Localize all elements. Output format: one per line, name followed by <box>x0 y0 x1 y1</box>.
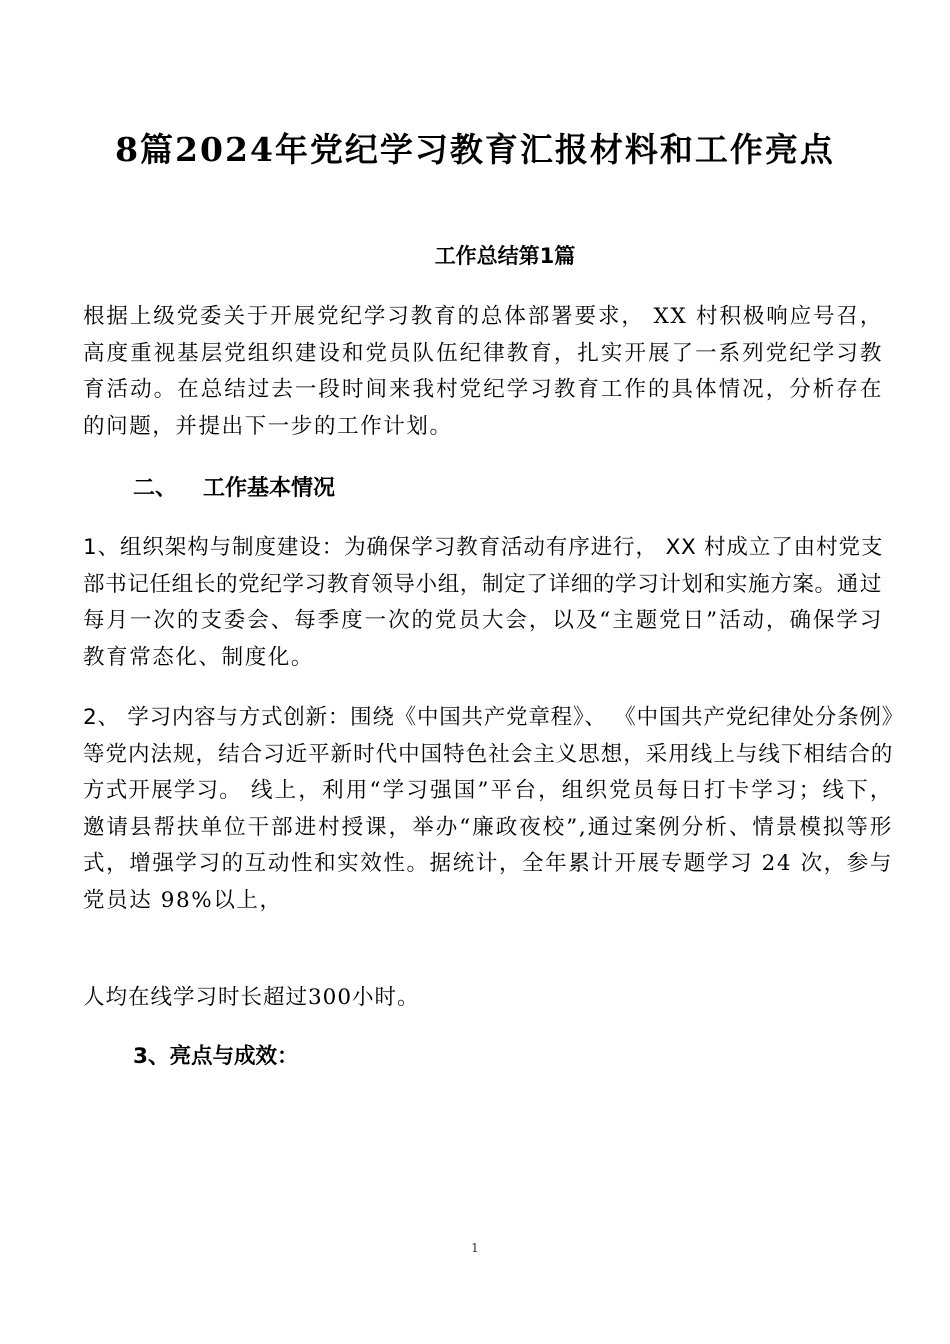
page-number: 1 <box>471 1241 479 1255</box>
section-title: 工作基本情况 <box>203 476 336 501</box>
section-heading <box>133 472 335 506</box>
intro-paragraph <box>83 299 883 445</box>
item1-paragraph <box>83 530 883 676</box>
intro-text: 根据上级党委关于开展党纪学习教育的总体部署要求， XX 村积极响应号召，高度重视基层党组织建设和党员队伍纪律教育，扎实开展了一系列党纪学习教育活动。在总结过去一段时间来我村党纪学习教育工作的具体情况，分析存在的问题，并提出下一步的工作计划。 <box>83 304 883 439</box>
page-title: 8篇2024年党纪学习教育汇报材料和工作亮点 <box>115 130 835 169</box>
section-number: 二、 <box>133 476 178 501</box>
item2-body: 线上，利用“学习强国”平台，组织党员每日打卡学习；线下，邀请县帮扶单位干部进村授课，举办“廉政夜校”,通过案例分析、情景模拟等形式，增强学习的互动性和实效性。据统计，全年累计开展专题学习 24 次，参与党员达 98%以上， <box>83 778 893 913</box>
page-subtitle: 工作总结第1篇 <box>434 244 576 268</box>
item1-body: 通过每月一次的支委会、每季度一次的党员大会，以及“主题党日”活动，确保学习教育常态化、制度化。 <box>83 571 884 670</box>
item3-heading: 3、亮点与成效： <box>133 1044 299 1069</box>
item1-lead: 1、组织架构与制度建设：为确保学习教育活动有序进行， XX 村成立了由村党支部书记任组长的党纪学习教育领导小组，制定了详细的学习计划和实施方案。 <box>83 535 883 597</box>
item2-lead: 2、 学习内容与方式创新：围绕《中国共产党章程》、 《中国共产党纪律处分条例》等党内法规，结合习近平新时代中国特色社会主义思想，采用线上与线下相结合的方式开展学习。 <box>83 705 893 803</box>
item2-tail: 人均在线学习时长超过300小时。 <box>83 985 420 1010</box>
item2-paragraph <box>83 700 893 919</box>
